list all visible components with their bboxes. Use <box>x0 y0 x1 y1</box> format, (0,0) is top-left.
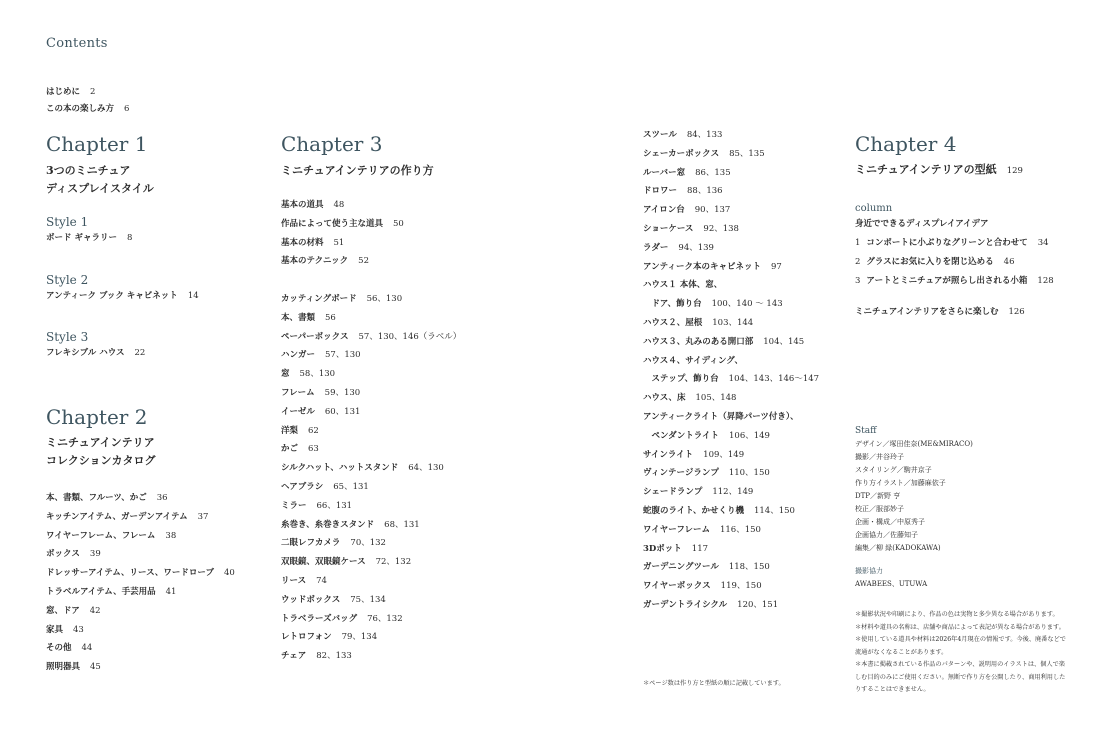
list-item[interactable] <box>281 497 541 516</box>
entry-page: 66、131 <box>316 500 353 511</box>
entry-page: 57、130 <box>325 350 361 361</box>
list-item[interactable] <box>281 403 541 422</box>
staff-line: スタイリング／駒井京子 <box>855 466 932 474</box>
entry-page: 97 <box>770 261 782 272</box>
entry-title: 照明器具 <box>46 662 81 673</box>
entry-title: ボックス <box>46 549 80 560</box>
entry-title: シルクハット、ハットスタンド <box>281 463 399 474</box>
cooperation-label: 撮影協力 <box>855 567 883 575</box>
chapter4-section <box>855 132 1085 180</box>
notes-block <box>855 609 1070 697</box>
list-item[interactable] <box>46 639 271 658</box>
entry-title: ウッドボックス <box>281 594 341 605</box>
entry-title: 洋梨 <box>281 425 299 436</box>
list-item[interactable] <box>281 610 541 629</box>
entry-title: 基本の道具 <box>281 200 324 210</box>
entry-page: 39 <box>89 549 101 560</box>
entry-title: 窓、ドア <box>46 605 80 616</box>
entry-title: トラベルアイテム、手芸用品 <box>46 586 156 597</box>
entry-title: ヘアブラシ <box>281 481 324 492</box>
staff-lines <box>855 438 1075 555</box>
staff-line: 撮影／井谷玲子 <box>855 453 904 461</box>
chapter1-subtitle-line2: ディスプレイスタイル <box>46 182 154 195</box>
list-item[interactable] <box>281 196 541 215</box>
page-footnote: ＊ページ数は作り方と型紙の順に記載しています。 <box>643 680 785 687</box>
list-item[interactable] <box>281 572 541 591</box>
entry-title: 双眼鏡、双眼鏡ケース <box>281 557 366 568</box>
list-item[interactable] <box>281 328 541 347</box>
list-item[interactable] <box>643 239 843 258</box>
entry-page: 110、150 <box>728 468 770 479</box>
entry-page: 94、139 <box>678 242 714 253</box>
list-item[interactable] <box>46 621 271 640</box>
list-item[interactable] <box>46 564 271 583</box>
list-item[interactable] <box>643 427 843 446</box>
entry-title: ルーバー窓 <box>643 167 686 178</box>
entry-page: 112、149 <box>712 487 754 498</box>
entry-page: 63 <box>308 444 319 455</box>
column-list <box>855 234 1090 290</box>
contents-title: Contents <box>46 36 108 51</box>
style1-heading: Style 1 <box>46 215 89 229</box>
list-item[interactable] <box>46 602 271 621</box>
staff-line: 企画協力／佐藤知子 <box>855 531 918 539</box>
list-item[interactable] <box>643 521 843 540</box>
list-item[interactable] <box>46 84 129 101</box>
staff-label: Staff <box>855 426 877 436</box>
chapter1-subtitle <box>46 162 266 198</box>
staff-block <box>855 424 1075 591</box>
list-item[interactable] <box>643 464 843 483</box>
entry-page: 90、137 <box>694 205 731 216</box>
entry-page: 56 <box>325 312 336 323</box>
entry-page: 104、145 <box>763 336 805 347</box>
list-item[interactable] <box>643 126 843 145</box>
entry-page: 40 <box>223 568 235 579</box>
list-item[interactable] <box>643 182 843 201</box>
chapter3-subtitle: ミニチュアインテリアの作り方 <box>281 164 434 177</box>
entry-title: 作品によって使う主な道具 <box>281 218 384 229</box>
entry-page: 50 <box>393 218 404 229</box>
entry-title: この本の楽しみ方 <box>46 104 115 114</box>
list-item[interactable] <box>643 295 843 314</box>
list-item[interactable] <box>643 258 843 277</box>
entry-page: 37 <box>197 511 209 522</box>
list-item[interactable] <box>643 220 843 239</box>
entry-title: ハンガー <box>281 350 316 361</box>
list-item[interactable] <box>643 408 843 427</box>
entry-number: 1 <box>855 238 861 248</box>
list-item[interactable] <box>281 234 541 253</box>
enjoy-page: 126 <box>1008 307 1025 318</box>
entry-title: ペンダントライト <box>643 430 719 441</box>
entry-title: キッチンアイテム、ガーデンアイテム <box>46 511 188 522</box>
entry-title: シェーカーボックス <box>643 148 720 159</box>
entry-title: 糸巻き、糸巻きスタンド <box>281 519 375 530</box>
chapter2-subtitle <box>46 434 271 470</box>
entry-title: ミラー <box>281 500 307 511</box>
entry-title: コンポートに小ぶりなグリーンと合わせて <box>866 238 1028 248</box>
chapter3-items-list <box>281 290 541 666</box>
entry-page: 120、151 <box>737 599 779 610</box>
chapter2-list <box>46 489 271 677</box>
entry-page: 84、133 <box>686 130 723 140</box>
style1-title <box>46 230 132 246</box>
entry-title: ワイヤーボックス <box>643 581 711 592</box>
entry-page: 57、130、146（ラベル） <box>358 331 462 342</box>
entry-page: 62 <box>308 425 319 436</box>
list-item[interactable] <box>46 658 271 677</box>
style1-title-text: ボード ギャラリー <box>46 233 117 243</box>
entry-title: 本、書類、フルーツ、かご <box>46 493 147 503</box>
list-item[interactable] <box>281 516 541 535</box>
list-item[interactable] <box>643 314 843 333</box>
entry-page: 43 <box>73 624 84 635</box>
list-item[interactable] <box>281 553 541 572</box>
entry-title: ハウス１ 本体、窓、 <box>643 280 723 291</box>
entry-page: 38 <box>165 530 177 541</box>
entry-title: アイロン台 <box>643 205 685 216</box>
chapter2-heading: Chapter 2 <box>46 405 148 429</box>
entry-title: ガーデントライシクル <box>643 599 728 610</box>
entry-page: 36 <box>156 493 168 503</box>
enjoy-title: ミニチュアインテリアをさらに楽しむ <box>855 307 999 318</box>
entry-page: 68、131 <box>384 519 420 530</box>
entry-title: スツール <box>643 130 677 140</box>
entry-title: 二眼レフカメラ <box>281 538 341 549</box>
entry-title: ショーケース <box>643 223 694 234</box>
entry-title: イーゼル <box>281 406 315 417</box>
entry-title: カッティングボード <box>281 294 357 304</box>
entry-page: 64、130 <box>408 463 444 474</box>
entry-page: 75、134 <box>350 594 386 605</box>
entry-page: 100、140 〜 143 <box>711 299 783 310</box>
list-item[interactable] <box>643 333 843 352</box>
list-item[interactable] <box>281 215 541 234</box>
entry-title: チェア <box>281 651 307 662</box>
entry-page: 6 <box>124 104 130 114</box>
list-item[interactable] <box>281 628 541 647</box>
entry-page: 118、150 <box>728 562 770 573</box>
column-title: 身近でできるディスプレイアイデア <box>855 219 989 229</box>
chapter1-heading: Chapter 1 <box>46 132 148 156</box>
staff-line: DTP／新野 亨 <box>855 492 901 500</box>
entry-page: 59、130 <box>324 387 361 398</box>
entry-page: 65、131 <box>333 481 369 492</box>
entry-page: 128 <box>1037 275 1054 286</box>
entry-title: シェードランプ <box>643 487 703 498</box>
chapter3-heading: Chapter 3 <box>281 132 383 156</box>
entry-page: 74 <box>316 575 327 586</box>
list-item[interactable] <box>643 540 843 559</box>
list-item[interactable] <box>643 502 843 521</box>
list-item[interactable] <box>46 101 129 118</box>
entry-page: 76、132 <box>367 613 403 624</box>
chapter2-subtitle-line1: ミニチュアインテリア <box>46 436 155 449</box>
entry-page: 106、149 <box>729 430 770 441</box>
entry-title: ラダー <box>643 242 669 253</box>
style3-title <box>46 345 145 361</box>
list-item[interactable] <box>855 253 1090 272</box>
entry-title: ガーデニングツール <box>643 562 719 573</box>
list-item[interactable] <box>46 508 271 527</box>
style2-title-text: アンティーク ブック キャビネット <box>46 291 178 301</box>
style2-page: 14 <box>187 291 199 301</box>
entry-page: 104、143、146〜147 <box>728 374 820 385</box>
entry-page: 51 <box>333 237 345 248</box>
column-block <box>855 202 1090 320</box>
entry-title: かご <box>281 444 299 455</box>
entry-title: はじめに <box>46 87 81 97</box>
entry-title: 基本の材料 <box>281 237 324 248</box>
list-item[interactable] <box>643 596 843 615</box>
entry-title: ドア、飾り台 <box>643 299 702 310</box>
entry-page: 52 <box>358 256 369 267</box>
list-item[interactable] <box>281 346 541 365</box>
entry-page: 103、144 <box>712 317 754 328</box>
entry-title: ドレッサーアイテム、リース、ワードローブ <box>46 568 214 579</box>
entry-page: 85、135 <box>729 148 765 159</box>
list-item[interactable] <box>643 276 843 295</box>
list-item[interactable] <box>281 252 541 271</box>
column-label: column <box>855 203 893 214</box>
entry-title: ハウス、床 <box>643 393 686 404</box>
cooperation-text: AWABEES、UTUWA <box>855 580 928 588</box>
list-item[interactable] <box>643 145 843 164</box>
entry-page: 117 <box>691 543 709 554</box>
entry-page: 70、132 <box>350 538 386 549</box>
list-item[interactable] <box>281 290 541 309</box>
entry-page: 2 <box>90 87 96 97</box>
list-item[interactable] <box>281 440 541 459</box>
list-item[interactable] <box>281 422 541 441</box>
list-item[interactable] <box>281 459 541 478</box>
list-item[interactable] <box>281 365 541 384</box>
entry-page: 58、130 <box>299 369 336 380</box>
entry-number: 2 <box>855 256 861 267</box>
entry-title: ドロワー <box>643 186 678 197</box>
entry-title: 窓 <box>281 369 290 380</box>
staff-line: 編集／柳 緑(KADOKAWA) <box>855 544 941 552</box>
list-item[interactable] <box>643 558 843 577</box>
entry-page: 60、131 <box>324 406 361 417</box>
entry-title: アンティーク本のキャビネット <box>643 261 761 272</box>
list-item[interactable] <box>46 545 271 564</box>
list-item[interactable] <box>281 478 541 497</box>
note-item: ＊使用している道具や材料は2026年4月現在の情報です。今後、廃番などで流通がなくなることがあります。 <box>855 636 1066 656</box>
entry-title: ハウス４、サイディング、 <box>643 355 743 366</box>
entry-number: 3 <box>855 275 861 286</box>
list-item[interactable] <box>855 234 1090 253</box>
list-item[interactable] <box>643 389 843 408</box>
entry-page: 34 <box>1037 238 1049 248</box>
entry-page: 116、150 <box>719 524 761 535</box>
enjoy-entry[interactable] <box>855 304 1090 320</box>
entry-title: フレーム <box>281 387 315 398</box>
entry-title: アートとミニチュアが照らし出される小箱 <box>866 275 1028 286</box>
list-item[interactable] <box>643 577 843 596</box>
entry-title: グラスにお気に入りを閉じ込める <box>866 256 994 267</box>
note-item: ＊材料や道具の名称は、店舗や商品によって表記が異なる場合があります。 <box>855 623 1065 631</box>
entry-page: 48 <box>333 200 345 210</box>
chapter4-heading: Chapter 4 <box>855 132 957 156</box>
style2-title <box>46 288 199 304</box>
chapter4-subtitle-page: 129 <box>1006 166 1023 176</box>
list-item[interactable] <box>643 370 843 389</box>
list-item[interactable] <box>643 483 843 502</box>
entry-page: 105、148 <box>695 393 737 404</box>
entry-page: 79、134 <box>341 632 378 643</box>
list-item[interactable] <box>281 647 541 666</box>
entry-page: 56、130 <box>366 294 403 304</box>
chapter2-section <box>46 405 271 470</box>
entry-title: 家具 <box>46 624 64 635</box>
list-item[interactable] <box>643 201 843 220</box>
chapter3-section <box>281 132 541 180</box>
style1-block[interactable] <box>46 214 132 246</box>
entry-title: 本、書類 <box>281 312 316 323</box>
entry-page: 41 <box>165 586 177 597</box>
style3-page: 22 <box>134 348 146 358</box>
chapter4-subtitle[interactable] <box>855 161 1085 180</box>
entry-page: 109、149 <box>703 449 745 460</box>
list-item[interactable] <box>855 272 1090 291</box>
style1-page: 8 <box>126 233 133 243</box>
entry-title: ワイヤーフレーム <box>643 524 710 535</box>
entry-title: アンティークライト（昇降パーツ付き）、 <box>643 411 799 422</box>
entry-page: 86、135 <box>695 167 731 178</box>
entry-title: 基本のテクニック <box>281 256 349 267</box>
chapter3-basics-list <box>281 196 541 271</box>
list-item[interactable] <box>281 591 541 610</box>
chapter1-subtitle-line1: 3つのミニチュア <box>46 164 131 177</box>
entry-page: 44 <box>81 643 93 654</box>
staff-line: 企画・構成／中原秀子 <box>855 518 925 526</box>
list-item[interactable] <box>643 352 843 371</box>
chapter2-subtitle-line2: コレクションカタログ <box>46 454 156 467</box>
style2-block[interactable] <box>46 272 199 304</box>
entry-title: サインライト <box>643 449 694 460</box>
entry-page: 88、136 <box>687 186 723 197</box>
list-item[interactable] <box>46 489 271 508</box>
entry-page: 92、138 <box>703 223 739 234</box>
entry-title: トラベラーズバッグ <box>281 613 358 624</box>
list-item[interactable] <box>281 384 541 403</box>
entry-page: 45 <box>90 662 101 673</box>
chapter4-subtitle-text: ミニチュアインテリアの型紙 <box>855 163 997 176</box>
style3-title-text: フレキシブル ハウス <box>46 348 125 358</box>
entry-title: 蛇腹のライト、かせくり機 <box>643 505 744 516</box>
entry-page: 82、133 <box>316 651 352 662</box>
list-item[interactable] <box>281 534 541 553</box>
entry-page: 72、132 <box>375 557 412 568</box>
note-item: ＊撮影状況や印刷により、作品の色は実物と多少異なる場合があります。 <box>855 611 1059 618</box>
list-item[interactable] <box>643 446 843 465</box>
style3-heading: Style 3 <box>46 330 89 344</box>
list-item[interactable] <box>643 164 843 183</box>
entry-title: ヴィンテージランプ <box>643 468 719 479</box>
staff-line: 校正／服部妙子 <box>855 505 904 513</box>
entry-title: レトロフォン <box>281 632 332 643</box>
entry-page: 42 <box>89 605 101 616</box>
list-item[interactable] <box>46 583 271 602</box>
style3-block[interactable] <box>46 329 145 361</box>
entry-title: 3Dポット <box>643 543 682 554</box>
chapter3-continued-list <box>643 126 843 615</box>
entry-title: ステップ、飾り台 <box>643 374 719 385</box>
entry-title: ハウス３、丸みのある開口部 <box>643 336 754 347</box>
entry-page: 114、150 <box>753 505 795 516</box>
note-item: ＊本書に掲載されている作品のパターンや、説明用のイラストは、個人で楽しむ目的のみにご使用ください。無断で作り方を公開したり、商用利用したりすることはできません。 <box>855 661 1066 693</box>
entry-page: 46 <box>1003 256 1015 267</box>
intro-list <box>46 84 129 118</box>
entry-title: ハウス２、屋根 <box>643 317 703 328</box>
entry-title: ワイヤーフレーム、フレーム <box>46 530 156 541</box>
entry-title: その他 <box>46 643 72 654</box>
staff-line: デザイン／塚田佳奈(ME&MIRACO) <box>855 440 973 448</box>
entry-title: ペーパーボックス <box>281 331 349 342</box>
chapter1-section <box>46 132 266 198</box>
list-item[interactable] <box>46 527 271 546</box>
style2-heading: Style 2 <box>46 273 89 287</box>
staff-line: 作り方イラスト／加藤麻依子 <box>855 479 946 487</box>
list-item[interactable] <box>281 309 541 328</box>
entry-title: リース <box>281 575 307 586</box>
entry-page: 119、150 <box>720 581 762 592</box>
